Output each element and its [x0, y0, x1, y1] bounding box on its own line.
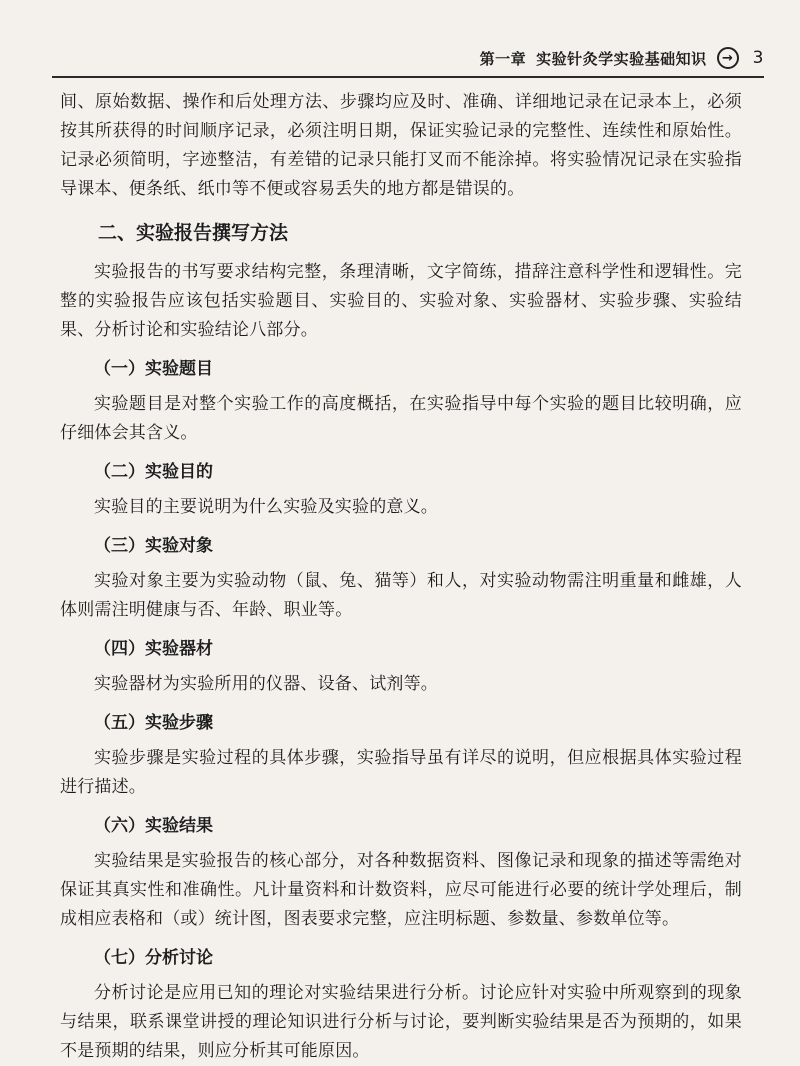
subsection-text-purpose: 实验目的主要说明为什么实验及实验的意义。	[94, 497, 438, 517]
page-body	[60, 88, 742, 1066]
subsection-title-steps: （五）实验步骤	[94, 713, 213, 733]
subsection-text-discussion: 分析讨论是应用已知的理论对实验结果进行分析。讨论应针对实验中所观察到的现象与结果，联系课堂讲授的理论知识进行分析与讨论，要判断实验结果是否为预期的，如果不是预期的结果，则应分析其可能原因。	[60, 983, 742, 1061]
subsection-title-results: （六）实验结果	[94, 816, 213, 836]
subsection-title-purpose: （二）实验目的	[94, 462, 213, 482]
subsection-text-results: 实验结果是实验报告的核心部分，对各种数据资料、图像记录和现象的描述等需绝对保证其真实性和准确性。凡计量资料和计数资料，应尽可能进行必要的统计学处理后，制成相应表格和（或）统计图，图表要求完整，应注明标题、参数量、参数单位等。	[60, 851, 742, 929]
subsection-title-topic: （一）实验题目	[94, 359, 213, 379]
subsection-text-subjects: 实验对象主要为实验动物（鼠、兔、猫等）和人，对实验动物需注明重量和雌雄，人体则需注明健康与否、年龄、职业等。	[60, 571, 742, 620]
subsection-title-discussion: （七）分析讨论	[94, 948, 213, 968]
subsection-text-equipment: 实验器材为实验所用的仪器、设备、试剂等。	[94, 674, 438, 694]
subsection-text-topic: 实验题目是对整个实验工作的高度概括，在实验指导中每个实验的题目比较明确，应仔细体会其含义。	[60, 394, 742, 443]
chapter-title: 实验针灸学实验基础知识	[536, 49, 707, 68]
section-title: 二、实验报告撰写方法	[98, 222, 289, 244]
arrow-right-icon: →	[717, 47, 739, 69]
section-intro-paragraph: 实验报告的书写要求结构完整，条理清晰，文字简练，措辞注意科学性和逻辑性。完整的实验报告应该包括实验题目、实验目的、实验对象、实验器材、实验步骤、实验结果、分析讨论和实验结论八部分。	[60, 262, 742, 340]
chapter-label: 第一章	[479, 49, 527, 68]
subsection-title-subjects: （三）实验对象	[94, 536, 213, 556]
page-number: 3	[752, 48, 764, 68]
intro-paragraph: 间、原始数据、操作和后处理方法、步骤均应及时、准确、详细地记录在记录本上，必须按其所获得的时间顺序记录，必须注明日期，保证实验记录的完整性、连续性和原始性。记录必须简明，字迹整洁，有差错的记录只能打叉而不能涂掉。将实验情况记录在实验指导课本、便条纸、纸巾等不便或容易丢失的地方都是错误的。	[60, 92, 742, 199]
running-header	[52, 40, 764, 78]
subsection-text-steps: 实验步骤是实验过程的具体步骤，实验指导虽有详尽的说明，但应根据具体实验过程进行描述。	[60, 748, 742, 797]
subsection-title-equipment: （四）实验器材	[94, 639, 213, 659]
